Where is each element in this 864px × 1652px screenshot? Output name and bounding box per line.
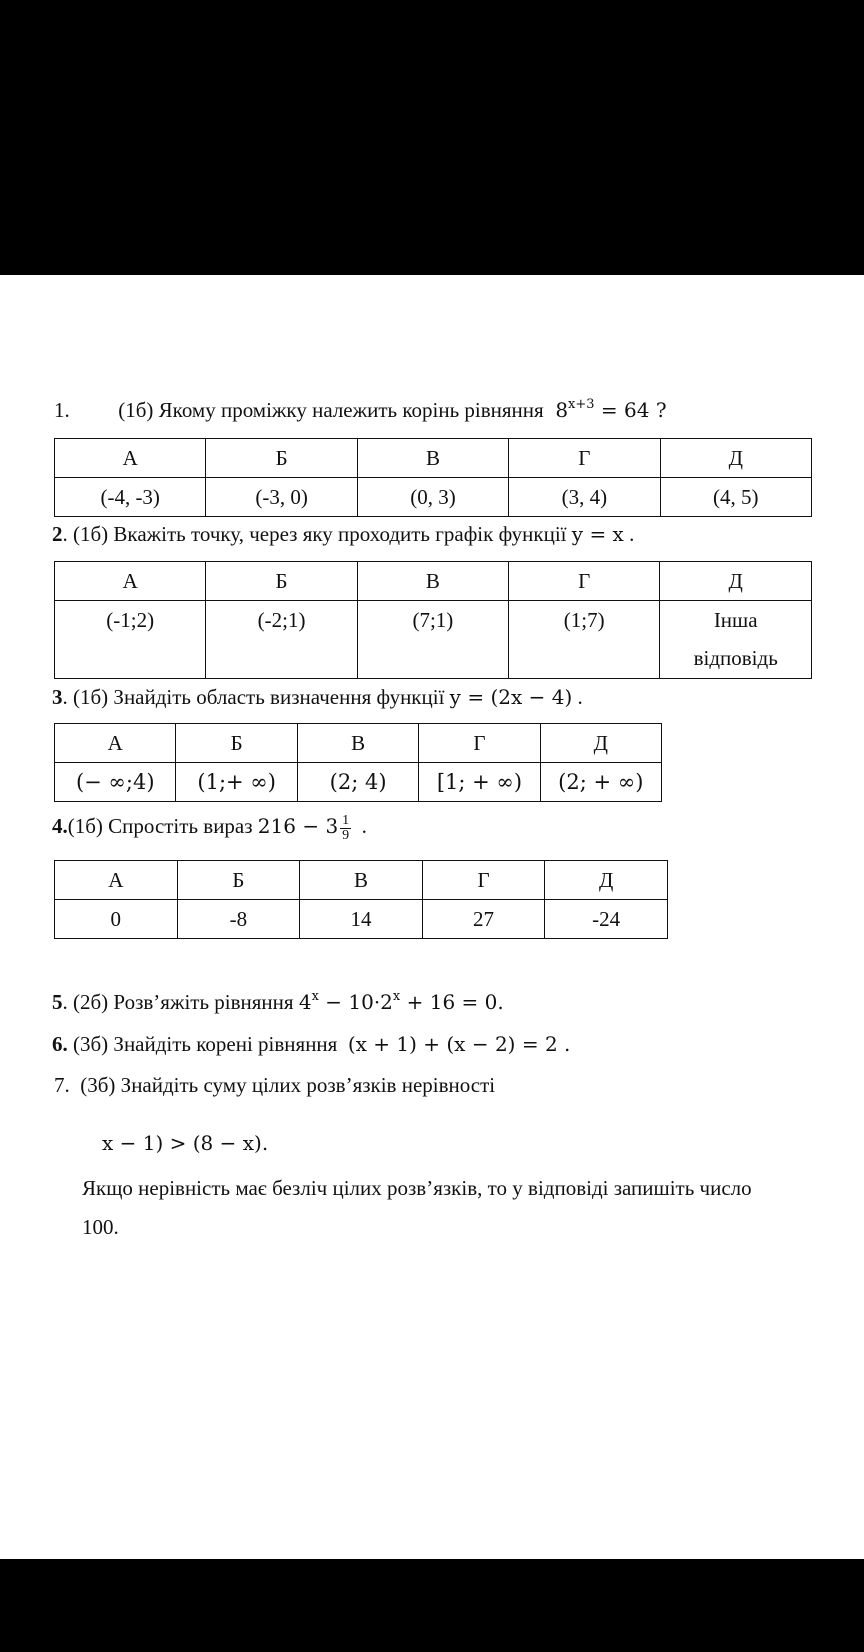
header-cell: А xyxy=(55,562,206,601)
question-number: 6. xyxy=(52,1032,68,1056)
question-text: . (2б) Розв’яжіть рівняння xyxy=(62,990,294,1014)
answer-table-3 xyxy=(54,723,662,802)
header-cell: А xyxy=(55,861,178,900)
equation xyxy=(299,990,504,1014)
answer-cell: (7;1) xyxy=(357,601,508,679)
question-7 xyxy=(54,1072,495,1098)
answer-table-1 xyxy=(54,438,812,517)
answer-cell: -24 xyxy=(545,900,668,939)
question-text: (3б) Знайдіть суму цілих розв’язків нерівності xyxy=(80,1073,496,1097)
question-number: 1. xyxy=(54,398,70,422)
answer-cell: 27 xyxy=(422,900,545,939)
formula: 216 − 3 xyxy=(257,814,339,838)
table-header-row xyxy=(55,724,662,763)
fraction-numerator: 1 xyxy=(342,812,350,828)
bottom-black-bar xyxy=(0,1559,864,1652)
header-cell: В xyxy=(357,439,508,478)
answer-table-4 xyxy=(54,860,668,939)
equation-exponent: x+3 xyxy=(568,397,595,412)
equation: (x + 1) + (x − 2) = 2 . xyxy=(347,1032,571,1056)
answer-cell: [1; + ∞) xyxy=(419,763,540,802)
table-answer-row xyxy=(55,900,668,939)
table-answer-row xyxy=(55,601,812,679)
table-header-row xyxy=(55,861,668,900)
header-cell: Г xyxy=(509,562,660,601)
question-2 xyxy=(52,521,634,547)
question-text: . (1б) Знайдіть область визначення функції xyxy=(62,685,445,709)
question-number: 7. xyxy=(54,1073,70,1097)
header-cell: Б xyxy=(206,439,357,478)
equation-exponent: x xyxy=(311,989,319,1004)
answer-cell: 14 xyxy=(300,900,423,939)
answer-cell: (4, 5) xyxy=(660,478,811,517)
answer-cell: (1;7) xyxy=(509,601,660,679)
question-3 xyxy=(52,684,583,710)
question-5 xyxy=(52,989,504,1015)
fraction-denominator: 9 xyxy=(342,827,350,843)
question-1 xyxy=(54,397,667,423)
header-cell: Д xyxy=(545,861,668,900)
answer-cell: (0, 3) xyxy=(357,478,508,517)
header-cell: Д xyxy=(660,562,812,601)
header-cell: Б xyxy=(177,861,300,900)
table-header-row xyxy=(55,562,812,601)
question-number: 5 xyxy=(52,990,63,1014)
equation-exponent: x xyxy=(392,989,401,1004)
answer-cell: 0 xyxy=(55,900,178,939)
note-line-1: Якщо нерівність має безліч цілих розв’язків, то у відповіді запишіть число xyxy=(82,1176,752,1200)
header-cell: В xyxy=(357,562,508,601)
answer-cell: (3, 4) xyxy=(509,478,660,517)
answer-cell: (− ∞;4) xyxy=(55,763,176,802)
table-header-row xyxy=(55,439,812,478)
mixed-fraction xyxy=(340,814,351,843)
question-4 xyxy=(52,813,367,843)
answer-cell xyxy=(660,601,812,679)
answer-cell: -8 xyxy=(177,900,300,939)
answer-cell: (-2;1) xyxy=(206,601,357,679)
equation-term: + 16 = 0. xyxy=(400,990,504,1014)
header-cell: В xyxy=(300,861,423,900)
answer-cell: (1;+ ∞) xyxy=(176,763,297,802)
header-cell: А xyxy=(55,724,176,763)
equation-rhs: = 64 ? xyxy=(600,398,667,422)
answer-other-line1: Інша xyxy=(713,608,758,632)
table-answer-row xyxy=(55,478,812,517)
header-cell: Д xyxy=(660,439,811,478)
answer-cell: (2; + ∞) xyxy=(540,763,661,802)
header-cell: Г xyxy=(422,861,545,900)
question-end: . xyxy=(629,522,635,546)
answer-cell: (2; 4) xyxy=(297,763,418,802)
question-text: . (1б) Вкажіть точку, через яку проходить графік функції xyxy=(62,522,567,546)
question-text: (1б) Якому проміжку належить корінь рівняння xyxy=(118,398,544,422)
equation-term: 4 xyxy=(298,990,312,1014)
table-answer-row xyxy=(55,763,662,802)
equation-base: 8 xyxy=(555,398,569,422)
question-text: (1б) Спростіть вираз xyxy=(67,814,253,838)
worksheet-page xyxy=(0,275,864,1559)
header-cell: Б xyxy=(206,562,357,601)
formula: y = (2x − 4) xyxy=(449,685,573,709)
header-cell: В xyxy=(297,724,418,763)
formula: y = x xyxy=(571,522,624,546)
top-black-bar xyxy=(0,0,864,275)
header-cell: Б xyxy=(176,724,297,763)
header-cell: Г xyxy=(509,439,660,478)
header-cell: Д xyxy=(540,724,661,763)
header-cell: А xyxy=(55,439,206,478)
question-text: (3б) Знайдіть корені рівняння xyxy=(73,1032,338,1056)
answer-table-2 xyxy=(54,561,812,679)
inequality: x − 1) > (8 − x). xyxy=(102,1131,269,1155)
header-cell: Г xyxy=(419,724,540,763)
question-number: 2 xyxy=(52,522,63,546)
answer-other-line2: відповідь xyxy=(693,646,778,670)
equation xyxy=(549,398,667,422)
question-end: . xyxy=(361,814,367,838)
question-end: . xyxy=(577,685,583,709)
answer-cell: (-3, 0) xyxy=(206,478,357,517)
note-line-2: 100. xyxy=(82,1215,119,1239)
question-6 xyxy=(52,1031,570,1057)
question-number: 4. xyxy=(52,814,68,838)
equation-term: − 10·2 xyxy=(318,990,393,1014)
answer-cell: (-1;2) xyxy=(55,601,206,679)
answer-cell: (-4, -3) xyxy=(55,478,206,517)
question-number: 3 xyxy=(52,685,63,709)
